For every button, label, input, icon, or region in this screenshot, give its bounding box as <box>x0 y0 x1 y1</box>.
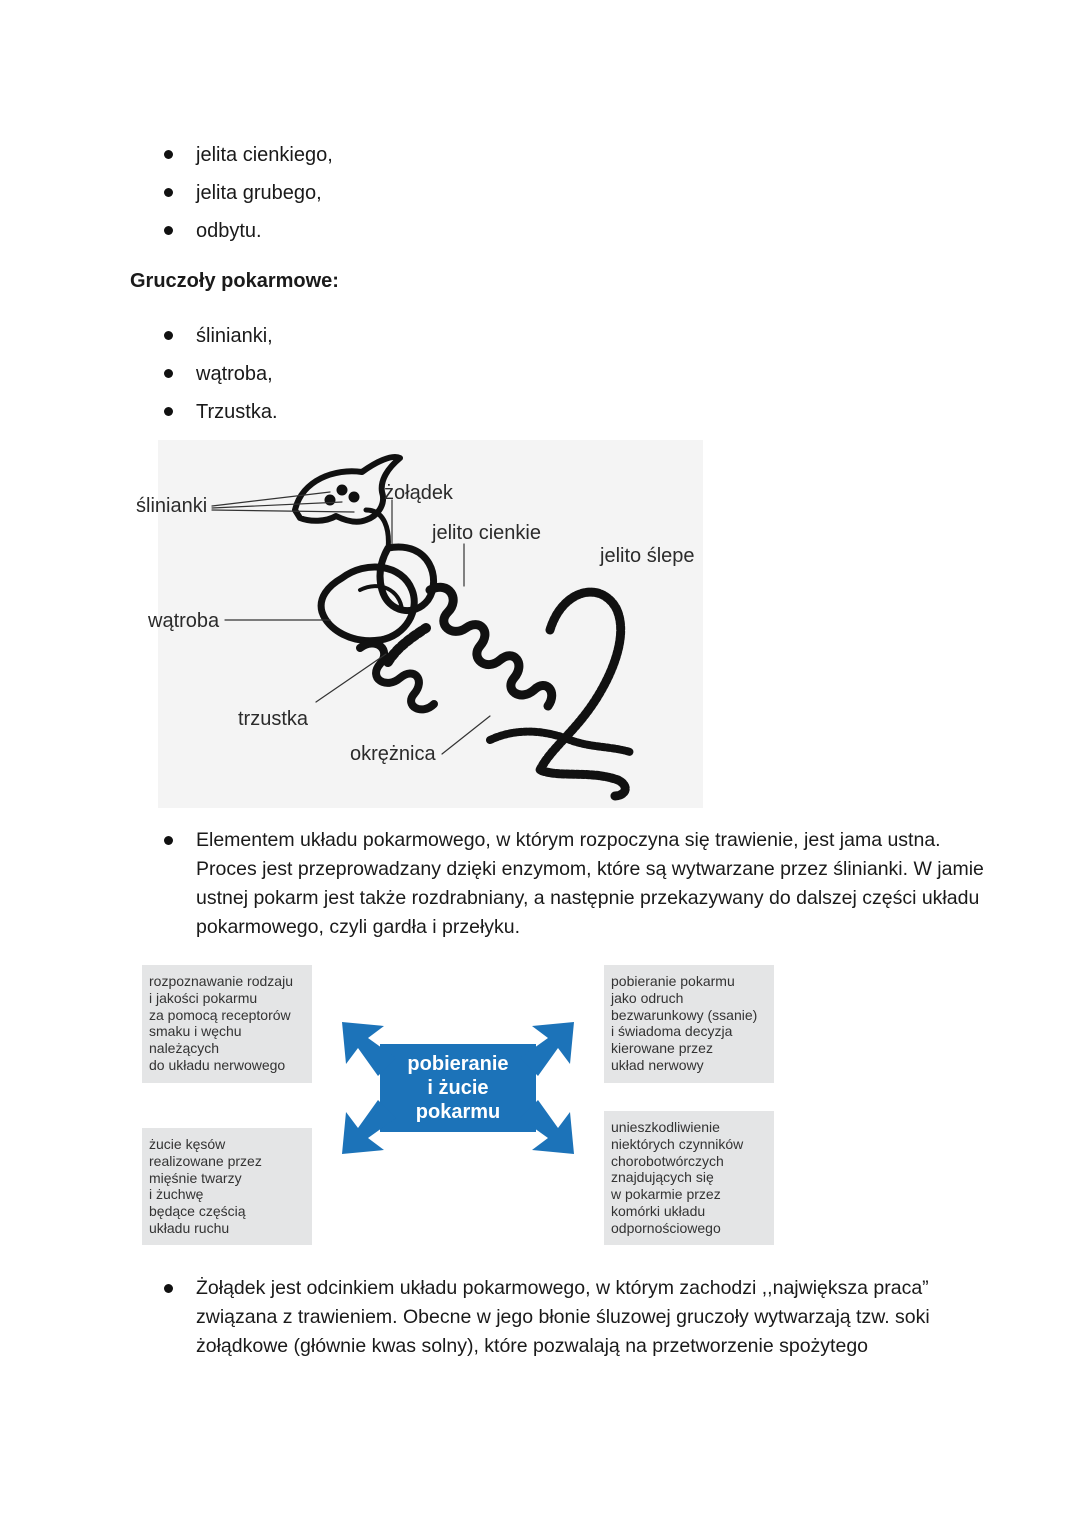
bullet-icon <box>164 226 173 235</box>
digestive-system-diagram <box>130 440 710 810</box>
label-small-intestine: jelito cienkie <box>432 522 541 544</box>
stomach-paragraph <box>160 1274 996 1361</box>
info-box-immune-defense: unieszkodliwienie niektórych czynników chorobotwórczych znajdujących się w pokarmie przez komórki układu odpornościowego <box>604 1111 774 1245</box>
label-liver: wątroba <box>148 610 220 632</box>
small-intestine <box>430 587 552 706</box>
leader-line <box>442 716 490 754</box>
scheme-center-label: pobieranie i żucie pokarmu <box>407 1053 509 1123</box>
bullet-icon <box>164 188 173 197</box>
list-item <box>160 174 333 212</box>
paragraph-text: Żołądek jest odcinkiem układu pokarmowego, w którym zachodzi ,,największa praca” związana z trawieniem. Obecne w jego błonie śluzowej gruczoły wytwarzają tzw. soki żołądkowe (głównie kwas solny), które pozwalają na przetworzenie spożytego <box>196 1277 930 1357</box>
leader-line <box>212 510 354 512</box>
label-stomach: żołądek <box>384 482 453 504</box>
salivary-gland-1 <box>325 495 335 505</box>
salivary-gland-2 <box>337 485 347 495</box>
list-item <box>160 317 278 355</box>
list-item-text: jelita cienkiego, <box>196 144 333 166</box>
list-item-text: jelita grubego, <box>196 182 322 204</box>
label-pancreas: trzustka <box>238 708 309 730</box>
info-box-chewing: żucie kęsów realizowane przez mięśnie twarzy i żuchwę będące częścią układu ruchu <box>142 1128 312 1245</box>
info-box-food-intake: pobieranie pokarmu jako odruch bezwarunkowy (ssanie) i świadoma decyzja kierowane przez układ nerwowy <box>604 965 774 1083</box>
bullet-icon <box>164 150 173 159</box>
bullet-icon <box>164 331 173 340</box>
info-box-taste-recognition: rozpoznawanie rodzaju i jakości pokarmu za pomocą receptorów smaku i węchu należących do układu nerwowego <box>142 965 312 1083</box>
mouth-digestion-paragraph <box>160 826 996 942</box>
bullet-icon <box>164 836 173 845</box>
salivary-gland-3 <box>349 492 359 502</box>
list-item-text: odbytu. <box>196 220 262 242</box>
intestine-list <box>160 136 333 250</box>
bullet-icon <box>164 407 173 416</box>
glands-list <box>160 317 278 431</box>
section-heading: Gruczoły pokarmowe: <box>130 270 339 292</box>
bullet-icon <box>164 1284 173 1293</box>
list-item-text: Trzustka. <box>196 401 278 423</box>
leader-line <box>212 502 342 508</box>
list-item <box>160 136 333 174</box>
list-item <box>160 212 333 250</box>
list-item <box>160 393 278 431</box>
list-item-text: wątroba, <box>196 363 273 385</box>
paragraph-text: Elementem układu pokarmowego, w którym rozpoczyna się trawienie, jest jama ustna. Proces jest przeprowadzany dzięki enzymom, które są wytwarzane przez ślinianki. W jamie ustnej pokarm jest także rozdrabniany, a następnie przekazywany do dalszej części układu pokarmowego, czyli gardła i przełyku. <box>196 829 984 938</box>
label-caecum: jelito ślepe <box>600 545 695 567</box>
list-item-text: ślinianki, <box>196 325 273 347</box>
label-colon: okrężnica <box>350 743 436 765</box>
label-salivary-glands: ślinianki <box>136 495 208 517</box>
bullet-icon <box>164 369 173 378</box>
list-item <box>160 355 278 393</box>
